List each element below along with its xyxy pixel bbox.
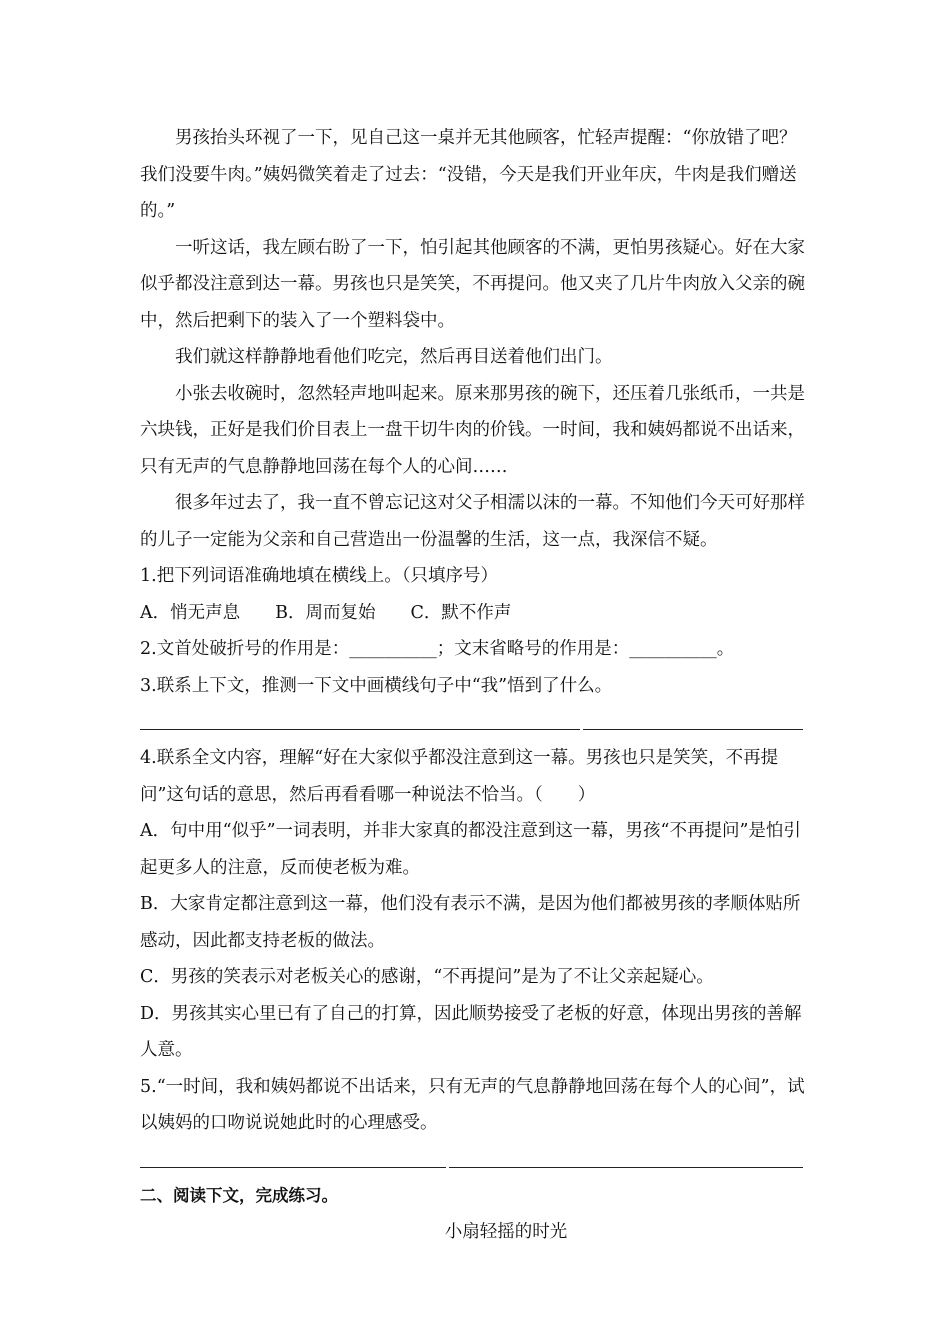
answer-line-segment: [449, 1167, 803, 1168]
question-4-option-a: A．句中用“似乎”一词表明，并非大家真的都没注意到这一幕，男孩“不再提问”是怕引起更多人的注意，反而使老板为难。: [140, 821, 801, 878]
answer-line-q5[interactable]: [140, 1142, 812, 1178]
passage-paragraph-4: 小张去收碗时，忽然轻声地叫起来。原来那男孩的碗下，还压着几张纸币，一共是六块钱，正好是我们价目表上一盘干切牛肉的价钱。一时间，我和姨妈都说不出话来，只有无声的气息静静地回荡在每个人的心间……: [140, 383, 805, 477]
section-2-article-title: 小扇轻摇的时光: [444, 1222, 568, 1242]
passage-paragraph-5: 很多年过去了，我一直不曾忘记这对父子相濡以沫的一幕。不知他们今天可好那样的儿子一定能为父亲和自己营造出一份温馨的生活，这一点，我深信不疑。: [140, 493, 805, 550]
question-4-option-c: C．男孩的笑表示对老板关心的感谢，“不再提问”是为了不让父亲起疑心。: [140, 967, 714, 987]
question-1-options: A．悄无声息 B．周而复始 C．默不作声: [140, 602, 512, 623]
document-content: [140, 120, 812, 1251]
answer-line-segment: [140, 729, 580, 730]
passage-paragraph-3: 我们就这样静静地看他们吃完，然后再目送着他们出门。: [175, 347, 613, 367]
question-3: 3.联系上下文，推测一下文中画横线句子中“我”悟到了什么。: [140, 675, 613, 696]
question-1: 1.把下列词语准确地填在横线上。（只填序号）: [140, 566, 498, 586]
passage-paragraph-2: 一听这话，我左顾右盼了一下，怕引起其他顾客的不满，更怕男孩疑心。好在大家似乎都没注意到达一幕。男孩也只是笑笑，不再提问。他又夹了几片牛肉放入父亲的碗中，然后把剩下的装入了一个塑料袋中。: [140, 237, 805, 331]
passage-paragraph-1: 男孩抬头环视了一下，见自己这一桌并无其他顾客，忙轻声提醒：“你放错了吧？我们没要牛肉。”姨妈微笑着走了过去：“没错，今天是我们开业年庆，牛肉是我们赠送的。”: [140, 128, 797, 221]
question-4-option-d: D．男孩其实心里已有了自己的打算，因此顺势接受了老板的好意，体现出男孩的善解人意。: [140, 1003, 802, 1060]
question-5: 5.“一时间，我和姨妈都说不出话来，只有无声的气息静静地回荡在每个人的心间”，试以姨妈的口吻说说她此时的心理感受。: [140, 1076, 805, 1133]
section-2-heading: 二、阅读下文，完成练习。: [140, 1185, 338, 1205]
question-4-option-b: B．大家肯定都注意到这一幕，他们没有表示不满，是因为他们都被男孩的孝顺体贴所感动，因此都支持老板的做法。: [140, 894, 801, 951]
question-2: 2.文首处破折号的作用是：__________；文末省略号的作用是：__________。: [140, 639, 735, 659]
answer-line-q3[interactable]: [140, 704, 812, 740]
answer-line-segment: [583, 729, 803, 730]
question-4: 4.联系全文内容，理解“好在大家似乎都没注意到这一幕。男孩也只是笑笑，不再提问”这句话的意思，然后再看看哪一种说法不恰当。（ ）: [140, 748, 779, 805]
answer-line-segment: [140, 1167, 446, 1168]
